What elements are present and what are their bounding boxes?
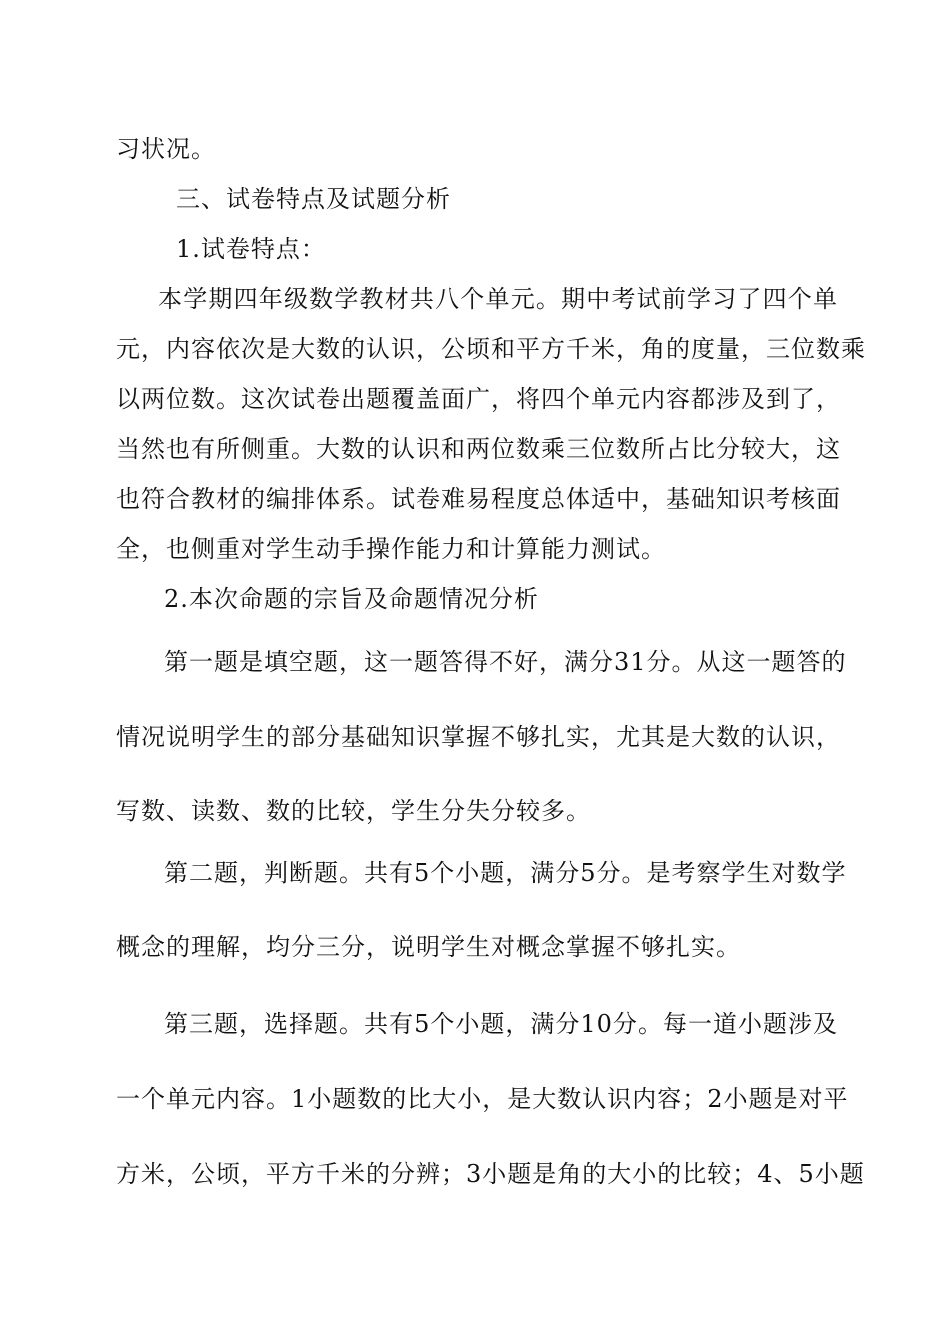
paragraph-line: 第一题是填空题，这一题答得不好，满分31分。从这一题答的 [164,648,847,676]
paragraph-line: 概念的理解，均分三分，说明学生对概念掌握不够扎实。 [116,933,741,961]
paragraph-line: 方米，公顷，平方千米的分辨；3小题是角的大小的比较；4、5小题 [116,1160,865,1188]
paragraph-line: 第二题，判断题。共有5个小题，满分5分。是考察学生对数学 [164,859,847,887]
section-heading: 三、试卷特点及试题分析 [176,185,451,213]
paragraph-line: 元，内容依次是大数的认识，公顷和平方千米，角的度量，三位数乘 [116,335,866,363]
subsection-heading: 2.本次命题的宗旨及命题情况分析 [164,585,539,613]
paragraph-line: 以两位数。这次试卷出题覆盖面广，将四个单元内容都涉及到了， [116,385,841,413]
paragraph-line: 全，也侧重对学生动手操作能力和计算能力测试。 [116,535,666,563]
subsection-heading: 1.试卷特点： [176,235,326,263]
paragraph-line: 当然也有所侧重。大数的认识和两位数乘三位数所占比分较大，这 [116,435,841,463]
paragraph-line: 习状况。 [116,135,216,163]
paragraph-line: 情况说明学生的部分基础知识掌握不够扎实，尤其是大数的认识， [116,723,841,751]
paragraph-line: 一个单元内容。1小题数的比大小，是大数认识内容；2小题是对平 [116,1085,849,1113]
paragraph-line: 写数、读数、数的比较，学生分失分较多。 [116,797,591,825]
paragraph-line: 第三题，选择题。共有5个小题，满分10分。每一道小题涉及 [164,1010,838,1038]
paragraph-line: 也符合教材的编排体系。试卷难易程度总体适中，基础知识考核面 [116,485,841,513]
paragraph-line: 本学期四年级数学教材共八个单元。期中考试前学习了四个单 [158,285,838,313]
